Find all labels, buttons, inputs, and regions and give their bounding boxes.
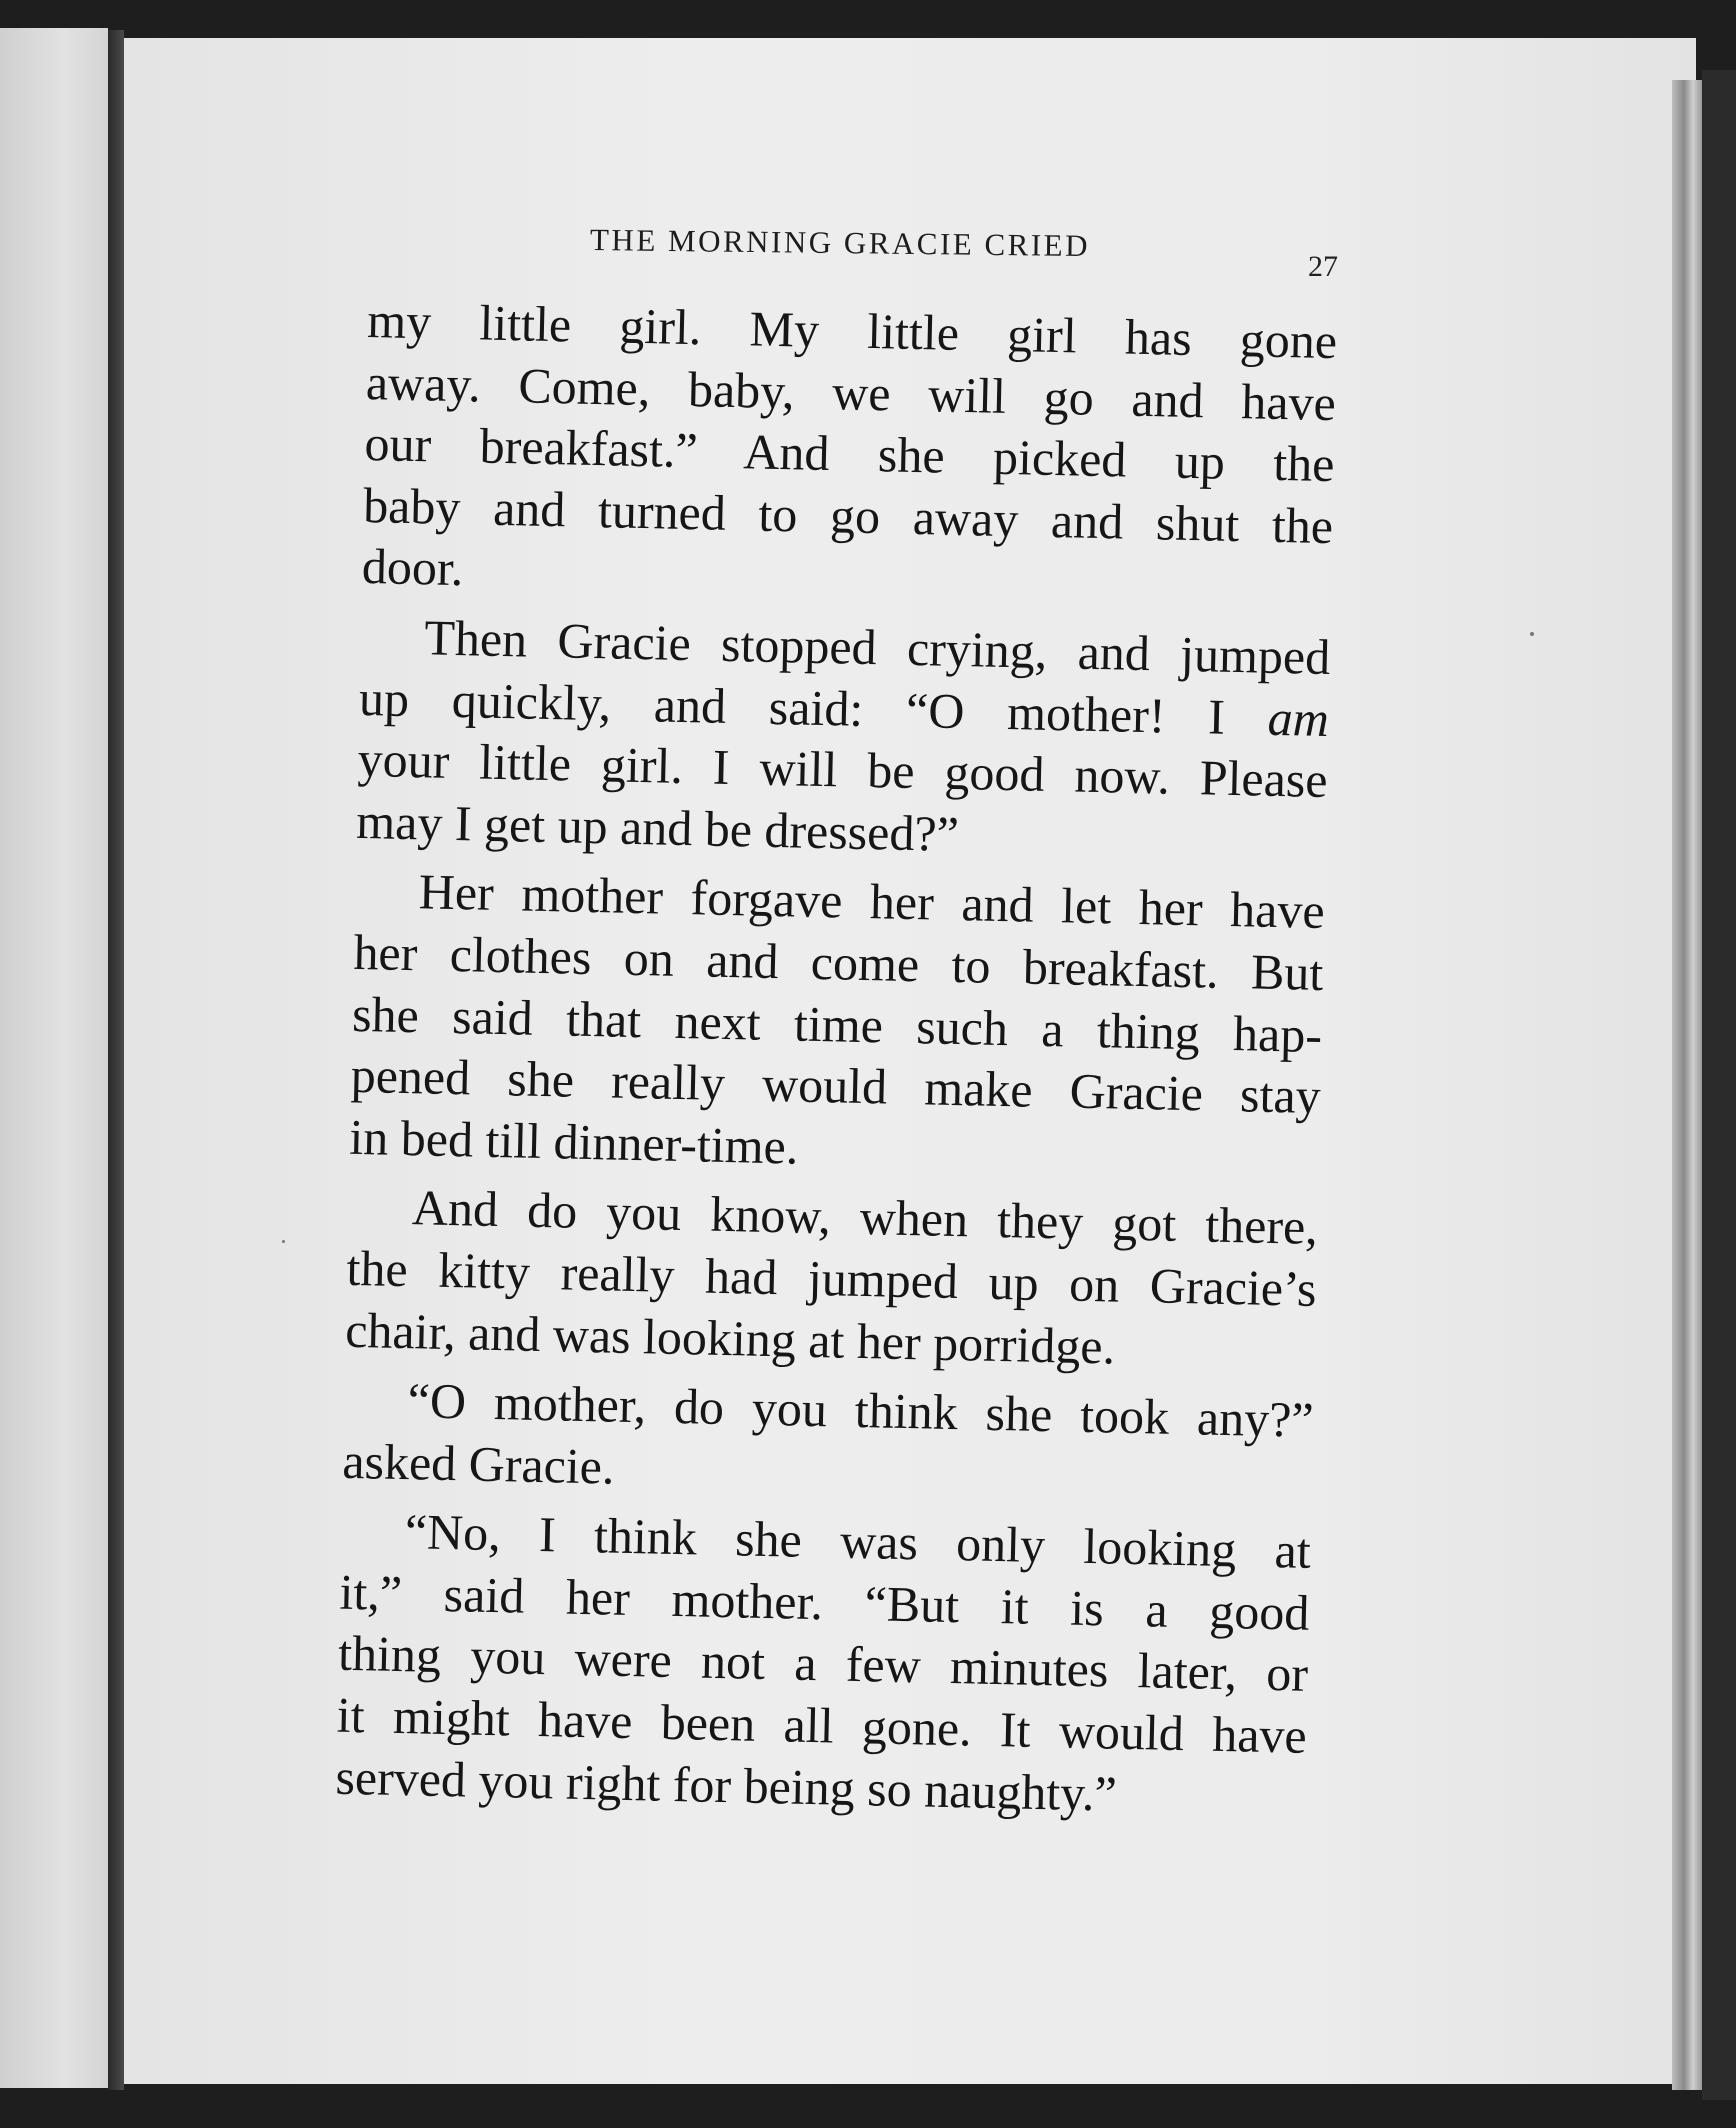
text-line: it,” said her mother. “But it is a good [338, 1563, 1310, 1641]
paper-speck [1530, 632, 1534, 636]
previous-page-edge [0, 28, 108, 2088]
paragraph [342, 1369, 1314, 1513]
text-line: baby and turned to go away and shut the [362, 476, 1334, 554]
text-line: our breakfast.” And she picked up the [364, 415, 1336, 493]
text-line: And do you know, when they got there, [411, 1179, 1319, 1256]
paragraph [356, 606, 1331, 873]
text-line: her clothes on and come to breakfast. But [352, 923, 1324, 1001]
text-line: away. Come, baby, we will go and have [365, 353, 1337, 431]
paper-speck [282, 1240, 285, 1243]
running-head: THE MORNING GRACIE CRIED [589, 222, 1091, 264]
paragraph [345, 1176, 1319, 1382]
page-stack-edge [1672, 80, 1702, 2090]
paragraph [361, 290, 1337, 619]
text-line: “No, I think she was only looking at [404, 1503, 1312, 1580]
text-line: pened she really would make Gracie stay [350, 1046, 1322, 1125]
paragraph [349, 860, 1325, 1189]
text-line: asked Gracie. [341, 1432, 616, 1495]
text-line: she said that next time such a thing hap- [351, 985, 1323, 1063]
gutter-shadow [108, 30, 124, 2090]
text-line: door. [361, 538, 464, 597]
italic-word: am [1267, 689, 1330, 747]
body-text [335, 290, 1338, 1829]
text-line: served you right for being so naughty.” [334, 1748, 1118, 1822]
text-line: your little girl. I will be good now. Please [357, 731, 1329, 809]
text-line: chair, and was looking at her porridge. [344, 1301, 1116, 1375]
text-line: “O mother, do you think she took any?” [407, 1372, 1315, 1448]
text-segment: up quickly, and said: “O mother! I [358, 669, 1226, 745]
text-line: thing you were not a few minutes later, or [337, 1625, 1309, 1703]
paragraph [335, 1500, 1311, 1829]
page-number: 27 [1308, 250, 1338, 283]
text-line: in bed till dinner-time. [348, 1108, 799, 1175]
text-line: the kitty really had jumped up on Gracie’s [346, 1239, 1318, 1317]
text-line: Then Gracie stopped crying, and jumped [423, 609, 1331, 686]
text-line: it might have been all gone. It would have [336, 1686, 1308, 1764]
book-cover-edge [1702, 70, 1736, 2100]
text-line: my little girl. My little girl has gone [366, 291, 1338, 370]
text-line: Her mother forgave her and let her have [418, 863, 1326, 940]
text-line: may I get up and be dressed?” [355, 792, 960, 862]
